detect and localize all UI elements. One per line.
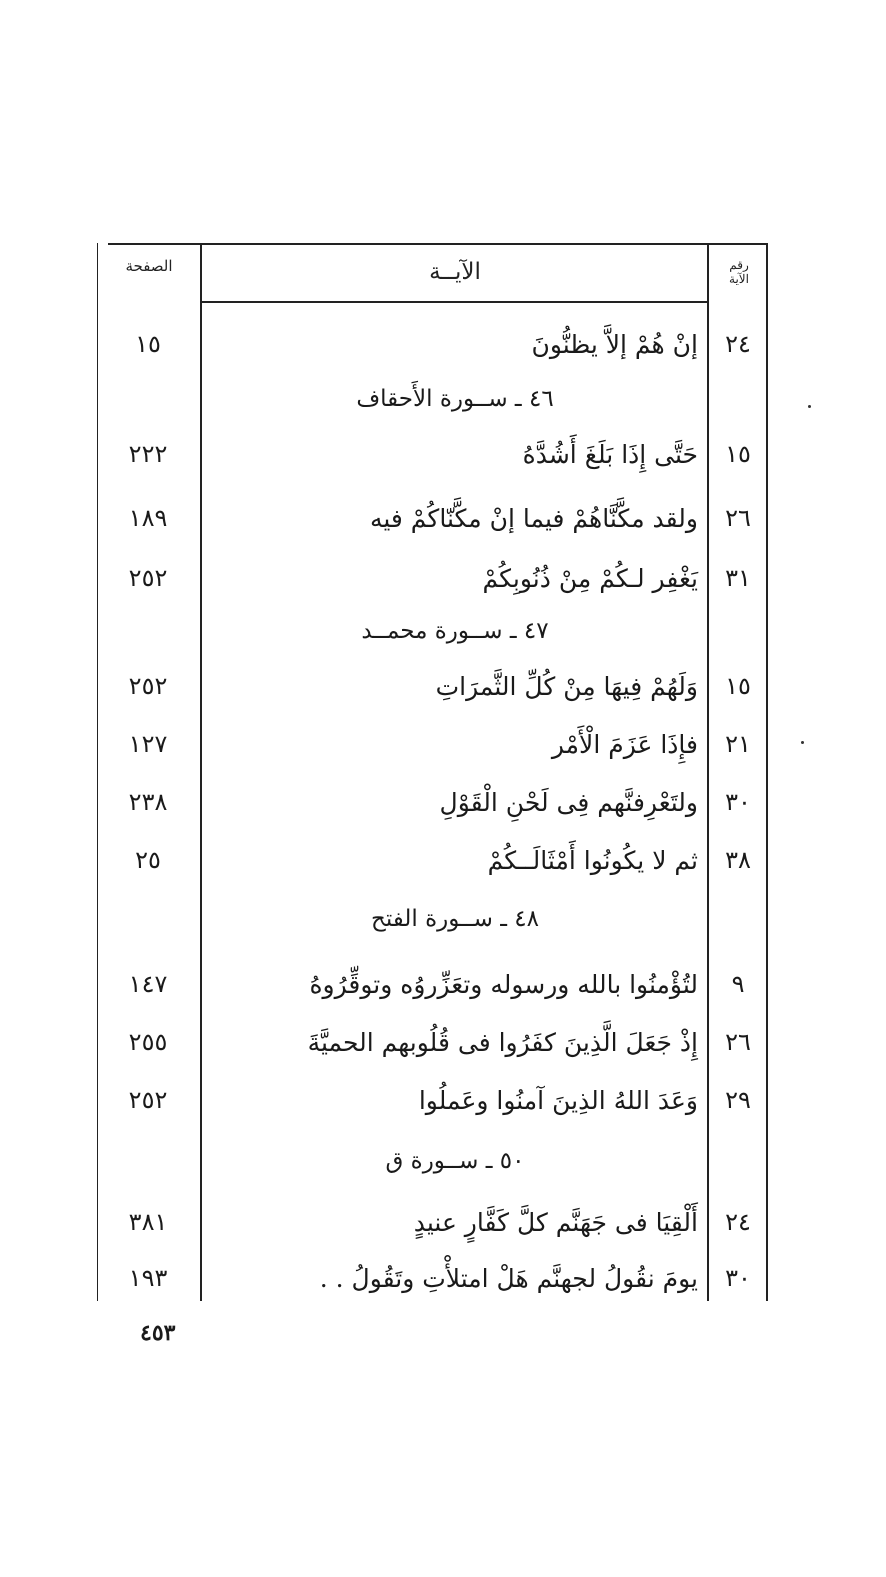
verse-text: حَتَّى إِذَا بَلَغَ أَشُدَّهُ [522,439,698,469]
verse-number: ٣٨ [725,846,751,874]
verse-number: ٢٤ [725,1208,751,1236]
page-ref: ٢٥٢ [128,672,168,700]
verse-number: ١٥ [725,672,751,700]
page-ref: ١٥ [135,330,161,358]
surah-heading: ٤٧ ـ ســورة محمــد [361,618,549,644]
verse-text: إِذْ جَعَلَ الَّذِينَ كفَرُوا فى قُلُوبهم الحميَّةَ [307,1027,698,1057]
verse-number: ٩ [731,970,745,998]
header-bottom-rule [200,301,708,303]
index-row [96,663,768,709]
verse-text: وَلَهُمْ فِيهَا مِنْ كُلِّ الثَّمرَاتِ [435,671,698,701]
page-ref: ١٩٣ [128,1264,168,1292]
index-row [96,1255,768,1301]
page-column-rule [200,243,202,1301]
scan-speck [808,405,811,408]
surah-heading: ٤٨ ـ ســورة الفتح [371,906,539,932]
verse-index-table [96,243,768,1301]
verse-text: فإِذَا عَزَمَ الْأَمْر [551,729,698,759]
page-ref: ٢٥٥ [128,1028,168,1056]
scan-speck [801,741,804,744]
verse-text: إنْ هُمْ إلاَّ يظنُّونَ [531,329,698,359]
page-ref: ١٨٩ [128,504,168,532]
verse-text: أَلْقِيَا فى جَهَنَّم كلَّ كَفَّارٍ عنيدٍ [413,1207,698,1237]
page-number: ٤٥٣ [140,1320,176,1346]
verse-text: ثم لا يكُونُوا أَمْثَالَــكُمْ [487,845,698,875]
index-row [96,1077,768,1123]
verse-number: ١٥ [725,440,751,468]
surah-heading: ٥٠ ـ ســورة ق [385,1148,525,1174]
index-row [96,961,768,1007]
header-page: الصفحة [125,257,173,275]
header-verse-number-line2: الآية [729,272,749,286]
page-ref: ٢٥٢ [128,1086,168,1114]
page-ref: ٢٣٨ [128,788,168,816]
verse-number: ٢٦ [725,1028,751,1056]
verse-number: ٣٠ [725,1264,751,1292]
verse-number: ٣٠ [725,788,751,816]
index-row [96,495,768,541]
table-right-rule [766,243,768,1301]
index-row [96,779,768,825]
verse-text: لتُؤْمنُوا بالله ورسوله وتعَزِّروُه وتوقِّرُوهُ [309,969,698,999]
index-row [96,721,768,767]
verse-number-column-rule [707,243,709,1301]
index-row [96,1199,768,1245]
index-row [96,555,768,601]
verse-text: وَعَدَ اللهُ الذِينَ آمنُوا وعَملُوا [418,1085,698,1115]
page-ref: ٣٨١ [128,1208,168,1236]
page-ref: ٢٥ [135,846,161,874]
verse-number: ٢٤ [725,330,751,358]
verse-text: يومَ نقُولُ لجهنَّم هَلْ امتلأْتِ وتَقُولُ . . [319,1263,698,1293]
verse-number: ٢٩ [725,1086,751,1114]
verse-number: ٣١ [725,564,751,592]
verse-number: ٢٦ [725,504,751,532]
index-row [96,431,768,477]
page-ref: ١٢٧ [128,730,168,758]
surah-heading: ٤٦ ـ ســورة الأَحقاف [356,386,554,412]
verse-number: ٢١ [725,730,751,758]
header-verse-number [710,243,768,301]
page-ref: ١٤٧ [128,970,168,998]
index-row [96,1019,768,1065]
header-verse-number-line1: رقم [729,258,749,272]
page-ref: ٢٥٢ [128,564,168,592]
verse-text: ولتَعْرِفنَّهم فِى لَحْنِ الْقَوْلِ [439,787,698,817]
verse-text: ولقد مكَّنَّاهُمْ فيما إنْ مكَّنّاكُمْ فيه [369,503,698,533]
index-row [96,837,768,883]
index-row [96,321,768,367]
page-ref: ٢٢٢ [128,440,168,468]
table-left-rule [97,243,98,1301]
header-verse: الآيــة [429,259,481,285]
verse-text: يَغْفِر لـكُمْ مِنْ ذُنُوبِكُمْ [482,563,698,593]
